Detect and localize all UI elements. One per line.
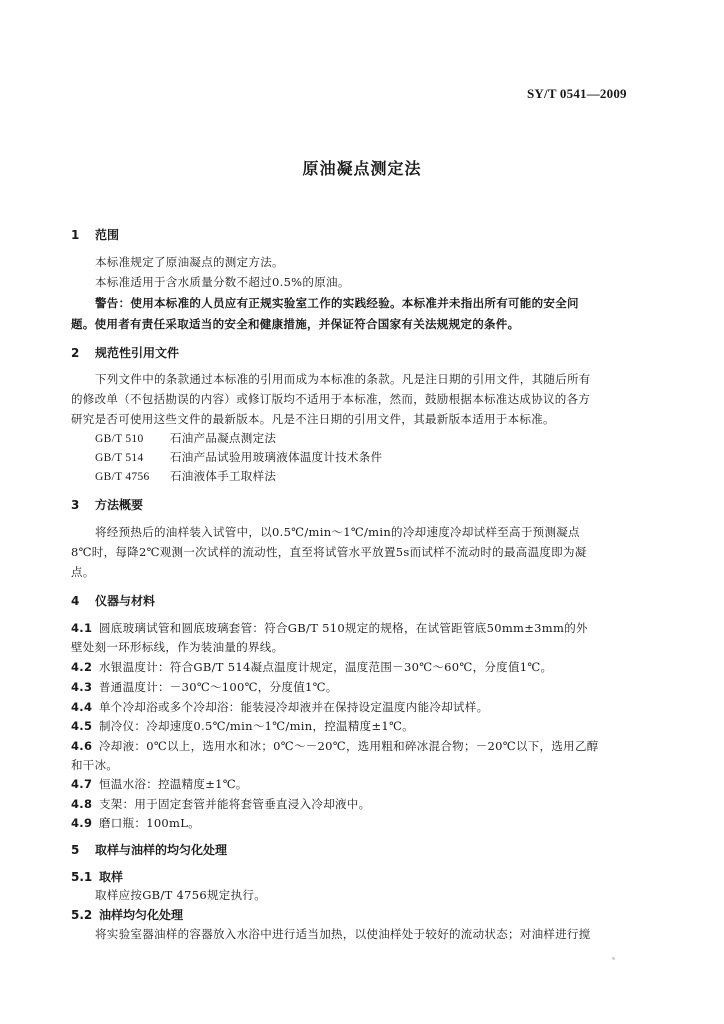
list-item [71, 815, 200, 831]
paragraph: 本标准适用于含水质量分数不超过0.5%的原油。 [95, 275, 350, 289]
reference-item [95, 468, 276, 484]
paragraph: 将经预热后的油样装入试管中，以0.5℃/min～1℃/min的冷却速度冷却试样至高于预测凝点 [95, 525, 580, 539]
section-5-heading [71, 841, 227, 858]
subsection-5-2-heading [71, 906, 183, 923]
list-item [71, 776, 248, 792]
item-text: 圆底玻璃试管和圆底玻璃套管：符合GB/T 510规定的规格，在试管距管底50mm±3mm的外 [99, 621, 588, 635]
section-title: 方法概要 [95, 498, 144, 512]
paragraph: 下列文件中的条款通过本标准的引用而成为本标准的条款。凡是注日期的引用文件，其随后所有 [95, 372, 591, 386]
item-number: 4.8 [71, 797, 93, 811]
section-number: 5 [71, 843, 80, 857]
item-text: 水银温度计：符合GB/T 514凝点温度计规定，温度范围－30℃～60℃，分度值1℃。 [99, 660, 553, 674]
paragraph: 取样应按GB/T 4756规定执行。 [95, 888, 267, 902]
item-text: 普通温度计：－30℃～100℃，分度值1℃。 [99, 680, 338, 694]
reference-code: GB/T 510 [95, 433, 144, 445]
item-text: 磨口瓶：100mL。 [99, 816, 200, 830]
item-number: 4.2 [71, 660, 93, 674]
subsection-5-1-heading [71, 868, 123, 885]
section-number: 2 [71, 346, 80, 360]
warning-text: 题。使用者有责任采取适当的安全和健康措施，并保证符合国家有关法规规定的条件。 [71, 317, 520, 331]
list-item [71, 620, 588, 636]
reference-title: 石油液体手工取样法 [170, 469, 277, 483]
paragraph: 本标准规定了原油凝点的测定方法。 [95, 255, 284, 269]
section-number: 3 [71, 498, 80, 512]
section-1-heading [71, 226, 119, 243]
item-number: 4.1 [71, 621, 93, 635]
reference-title: 石油产品凝点测定法 [170, 431, 277, 445]
subsection-number: 5.1 [71, 870, 93, 884]
section-number: 4 [71, 594, 80, 608]
item-number: 4.4 [71, 700, 93, 714]
list-item [71, 738, 599, 754]
item-number: 4.3 [71, 680, 93, 694]
section-2-heading [71, 344, 179, 361]
list-item [71, 699, 488, 715]
list-item-continuation: 和干冰。 [71, 758, 119, 772]
paragraph: 将实验室器油样的容器放入水浴中进行适当加热，以使油样处于较好的流动状态；对油样进行搅 [95, 927, 591, 941]
item-number: 4.7 [71, 777, 93, 791]
paragraph: 点。 [71, 565, 95, 579]
reference-item [95, 430, 276, 446]
reference-code: GB/T 4756 [95, 471, 150, 483]
reference-title: 石油产品试验用玻璃液体温度计技术条件 [170, 450, 383, 464]
list-item [71, 718, 414, 734]
item-text: 支架：用于固定套管并能将套管垂直浸入冷却液中。 [99, 797, 371, 811]
scan-speck [612, 957, 615, 960]
list-item-continuation: 壁处刻一环形标线，作为装油量的界线。 [71, 640, 284, 654]
item-text: 制冷仪：冷却速度0.5℃/min～1℃/min，控温精度±1℃。 [99, 719, 414, 733]
section-title: 规范性引用文件 [95, 346, 180, 360]
section-title: 范围 [95, 228, 120, 242]
reference-code: GB/T 514 [95, 452, 144, 464]
subsection-title: 油样均匀化处理 [99, 908, 184, 922]
list-item [71, 679, 338, 695]
paragraph: 的修改单（不包括勘误的内容）或修订版均不适用于本标准，然而，鼓励根据本标准达成协议的各方 [71, 392, 591, 406]
list-item [71, 659, 552, 675]
section-number: 1 [71, 228, 80, 242]
item-number: 4.5 [71, 719, 93, 733]
item-text: 恒温水浴：控温精度±1℃。 [99, 777, 248, 791]
subsection-number: 5.2 [71, 908, 93, 922]
section-4-heading [71, 592, 155, 609]
paragraph: 研究是否可使用这些文件的最新版本。凡是不注日期的引用文件，其最新版本适用于本标准。 [71, 412, 555, 426]
item-number: 4.6 [71, 739, 93, 753]
list-item [71, 796, 370, 812]
standard-number: SY/T 0541—2009 [527, 86, 627, 101]
subsection-title: 取样 [99, 870, 124, 884]
section-title: 仪器与材料 [95, 594, 156, 608]
paragraph: 8℃时，每降2℃观测一次试样的流动性，直至将试管水平放置5s而试样不流动时的最高温度即为凝 [71, 545, 587, 559]
item-number: 4.9 [71, 816, 93, 830]
warning-text: 警告：使用本标准的人员应有正规实验室工作的实践经验。本标准并未指出所有可能的安全问 [95, 296, 579, 310]
document-title: 原油凝点测定法 [302, 159, 422, 178]
section-title: 取样与油样的均匀化处理 [95, 843, 228, 857]
reference-item [95, 449, 382, 465]
item-text: 冷却液：0℃以上，选用水和冰；0℃～－20℃，选用粗和碎冰混合物；－20℃以下，选用乙醇 [99, 739, 599, 753]
section-3-heading [71, 496, 143, 513]
item-text: 单个冷却浴或多个冷却浴：能装浸冷却液并在保持设定温度内能冷却试样。 [99, 700, 489, 714]
